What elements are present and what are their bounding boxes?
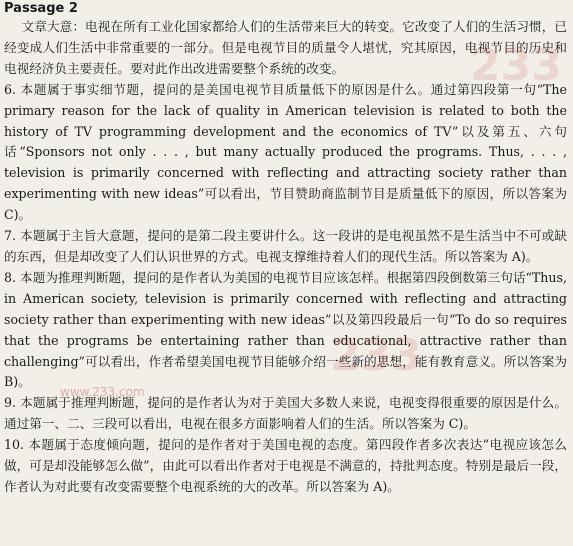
explanation-item: 10. 本题属于态度倾向题，提问的是作者对于美国电视的态度。第四段作者多次表达“电视应该怎么做，可是却没能够怎么做”，由此可以看出作者对于电视是不满意的，持批判态度。特别是最后一段，作者认为对此要有改变需要整个电视系统的大的改革。所以答案为 A)。 xyxy=(4,437,567,494)
passage-summary: 文章大意：电视在所有工业化国家都给人们的生活带来巨大的转变。它改变了人们的生活习惯，已经变成人们生活中非常重要的一部分。但是电视节目的质量令人堪忧，究其原因，电视节目的历史和电视经济负主要责任。要对此作出改进需要整个系统的改变。 xyxy=(4,19,567,76)
watermark-logo: 233 xyxy=(330,330,422,381)
answer-explanations xyxy=(4,17,567,498)
passage-heading: Passage 2 xyxy=(4,1,78,16)
watermark-logo: 233 xyxy=(470,40,562,91)
explanation-item: 6. 本题属于事实细节题，提问的是美国电视节目质量低下的原因是什么。通过第四段第一句“The primary reason for the lack of quality in American television is related to both the history of TV programming development and the economics of TV”以及第五、六句话“Sponsors not only . . . , but many actually produced the programs. Thus, . . . , television is primarily concerned with reflecting and attracting society rather than experimenting with new ideas”可以看出，节目赞助商监制节目是质量低下的原因，所以答案为 C)。 xyxy=(4,81,567,223)
watermark-url: www.233.com xyxy=(60,385,145,399)
explanation-item: 9. 本题属于推理判断题，提问的是作者认为对于美国大多数人来说，电视变得很重要的原因是什么。通过第一、二、三段可以看出，电视在很多方面影响着人们的生活。所以答案为 C)。 xyxy=(4,395,567,432)
explanation-item: 7. 本题属于主旨大意题，提问的是第二段主要讲什么。这一段讲的是电视虽然不是生活当中不可或缺的东西，但是却改变了人们认识世界的方式。电视支撑维持着人们的现代生活。所以答案为 A)。 xyxy=(4,228,567,264)
explanation-item: 8. 本题为推理判断题，提问的是作者认为美国的电视节目应该怎样。根据第四段倒数第三句话“Thus, in American society, television is primarily concerned with reflecting and attracting society rather than experimenting with new ideas”以及第四段最后一句“To do so requires that the programs be entertaining rather than educational, attractive rather than challenging”可以看出，作者希望美国电视节目能够介绍一些新的思想，能有教育意义。所以答案为 B)。 xyxy=(4,269,567,390)
